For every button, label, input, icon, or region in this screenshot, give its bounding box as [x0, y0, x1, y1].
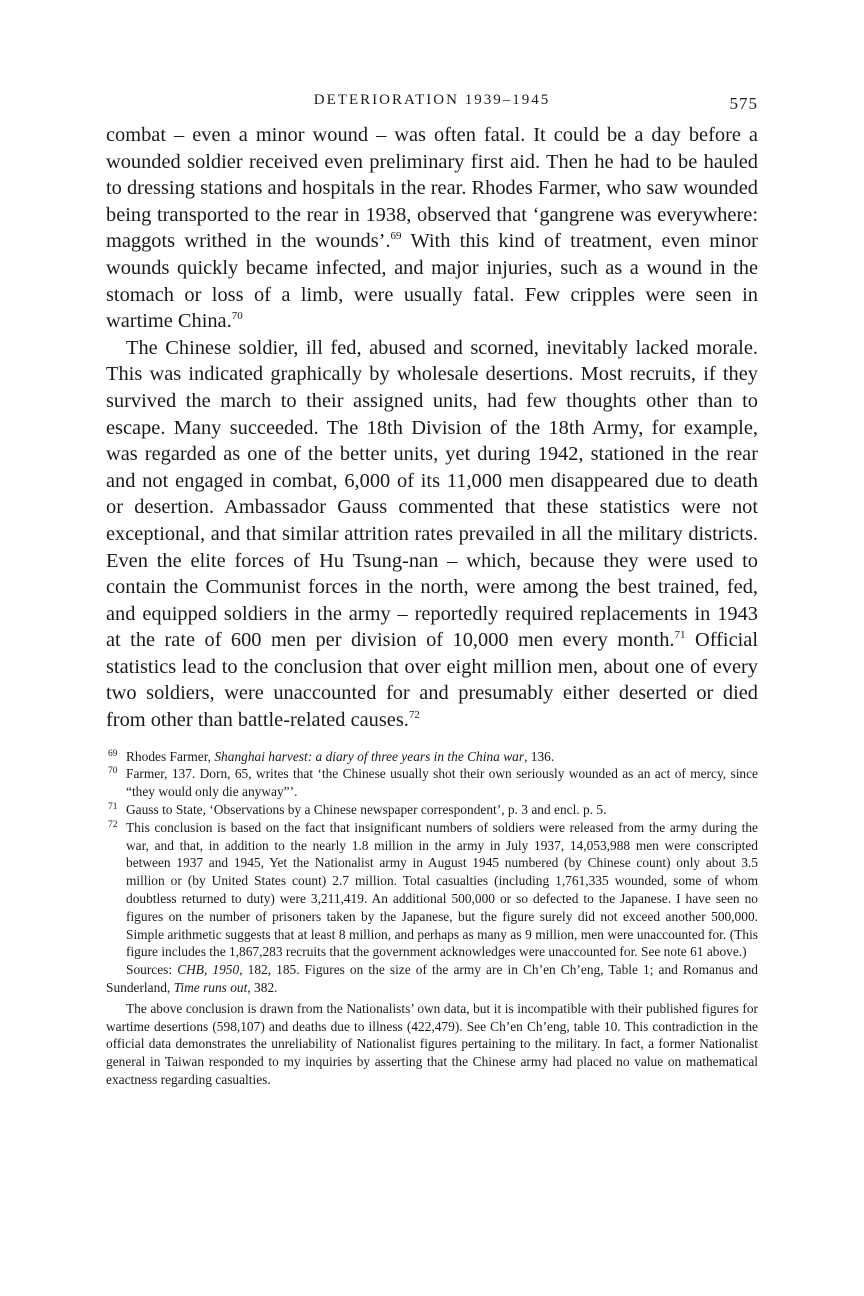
footnote-number: 71 — [108, 802, 118, 813]
book-page — [106, 92, 758, 1089]
footnote-text: Rhodes Farmer, — [126, 748, 215, 764]
footnote-text: This conclusion is based on the fact that insignificant numbers of soldiers were released from the army during the war, and that, in addition to the nearly 1.8 million in the army in July 1937, 14,053,988 men were conscripted between 1937 and 1945, Yet the Nationalist army in August 1945 numbered (by Chinese count) only about 3.5 million or (by United States count) 2.7 million. Total casualties (including 1,761,335 wounded, some of whom doubtless returned to duty) were 3,211,419. An additional 500,000 or so defected to the Japanese. I have seen no figures on the number of prisoners taken by the Japanese, but the figure surely did not exceed another 500,000. Simple arithmetic suggests that at least 8 million, and perhaps as many as 9 million, men were unaccounted for. (This figure includes the 1,867,283 recruits that the government acknowledges were unaccounted for. See note 61 above.) — [126, 819, 758, 960]
paragraph-text: Official statistics lead to the conclusion that over eight million men, about one of every two soldiers, were unaccounted for and presumably either deserted or died from other than battle-related causes. — [106, 629, 759, 732]
footnote-72 — [106, 819, 758, 961]
footnote-text: Farmer, 137. Dorn, 65, writes that ‘the Chinese usually shot their own seriously wounded as an act of mercy, since “they would only die anyway”’. — [126, 766, 758, 800]
footnote-book-title: Time runs out — [173, 980, 248, 996]
footnote-text: Gauss to State, ‘Observations by a Chinese newspaper correspondent’, p. 3 and encl. p. 5. — [126, 802, 607, 818]
footnotes — [106, 748, 758, 1089]
footnote-text: , 382. — [247, 980, 278, 996]
footnote-number: 69 — [108, 748, 118, 759]
footnote-text: Sources: — [126, 962, 178, 978]
footnote-book-title: CHB, 1950 — [177, 962, 240, 978]
paragraph-text: The Chinese soldier, ill fed, abused and scorned, inevitably lacked morale. This was indicated graphically by wholesale desertions. Most recruits, if they survived the march to their assigned units, had few thoughts other than to escape. Many succeeded. The 18th Division of the 18th Army, for example, was regarded as one of the better units, yet during 1942, stationed in the rear and not engaged in combat, 6,000 of its 11,000 men disappeared due to death or desertion. Ambassador Gauss commented that these statistics were not exceptional, and that similar attrition rates prevailed in all the military districts. Even the elite forces of Hu Tsung-nan – which, because they were used to contain the Communist forces in the north, were among the best trained, fed, and equipped soldiers in the army – reportedly required replacements in 1943 at the rate of 600 men per division of 10,000 men every month. — [106, 336, 758, 652]
footnote-69 — [106, 748, 758, 766]
footnote-number: 72 — [108, 819, 118, 830]
footnote-ref[interactable]: 72 — [408, 709, 420, 722]
body-text — [106, 122, 758, 734]
footnote-71 — [106, 801, 758, 819]
footnote-sources — [106, 961, 758, 997]
paragraph-morale — [106, 335, 758, 734]
footnote-ref[interactable]: 70 — [231, 310, 243, 323]
footnote-number: 70 — [108, 766, 118, 777]
running-head — [106, 92, 758, 122]
footnote-book-title: Shanghai harvest: a diary of three years in the China war — [214, 748, 525, 764]
footnote-ref[interactable]: 71 — [674, 629, 686, 642]
footnote-conclusion: The above conclusion is drawn from the Nationalists’ own data, but it is incompatible with their published figures for wartime desertions (598,107) and deaths due to illness (422,479). See Ch’en Ch’eng, table 10. This contradiction in the official data demonstrates the unreliability of Nationalist figures pertaining to the military. In fact, a former Nationalist general in Taiwan responded to my inquiries by asserting that the Chinese army had placed no value on mathematical exactness regarding casualties. — [106, 1000, 758, 1087]
footnote-text: , 136. — [524, 748, 555, 764]
footnote-text: , 182, 185. Figures on the size of the army are in Ch’en Ch’eng, Table 1; and Romanus and Sunderland, — [106, 962, 758, 996]
paragraph-text: With this kind of treatment, even minor wounds quickly became infected, and major injuries, such as a wound in the stomach or loss of a limb, were usually fatal. Few cripples were seen in wartime China. — [106, 230, 758, 333]
running-title: DETERIORATION 1939–1945 — [313, 92, 551, 108]
footnote-ref[interactable]: 69 — [390, 230, 402, 243]
page-number: 575 — [729, 94, 758, 113]
footnote-70 — [106, 765, 758, 801]
paragraph-continuation — [106, 122, 758, 335]
paragraph-text: combat – even a minor wound – was often fatal. It could be a day before a wounded soldier received even preliminary first aid. Then he had to be hauled to dressing stations and hospitals in the rear. Rhodes Farmer, who saw wounded being transported to the rear in 1938, observed that ‘gangrene was everywhere: maggots writhed in the wounds’. — [106, 124, 758, 253]
